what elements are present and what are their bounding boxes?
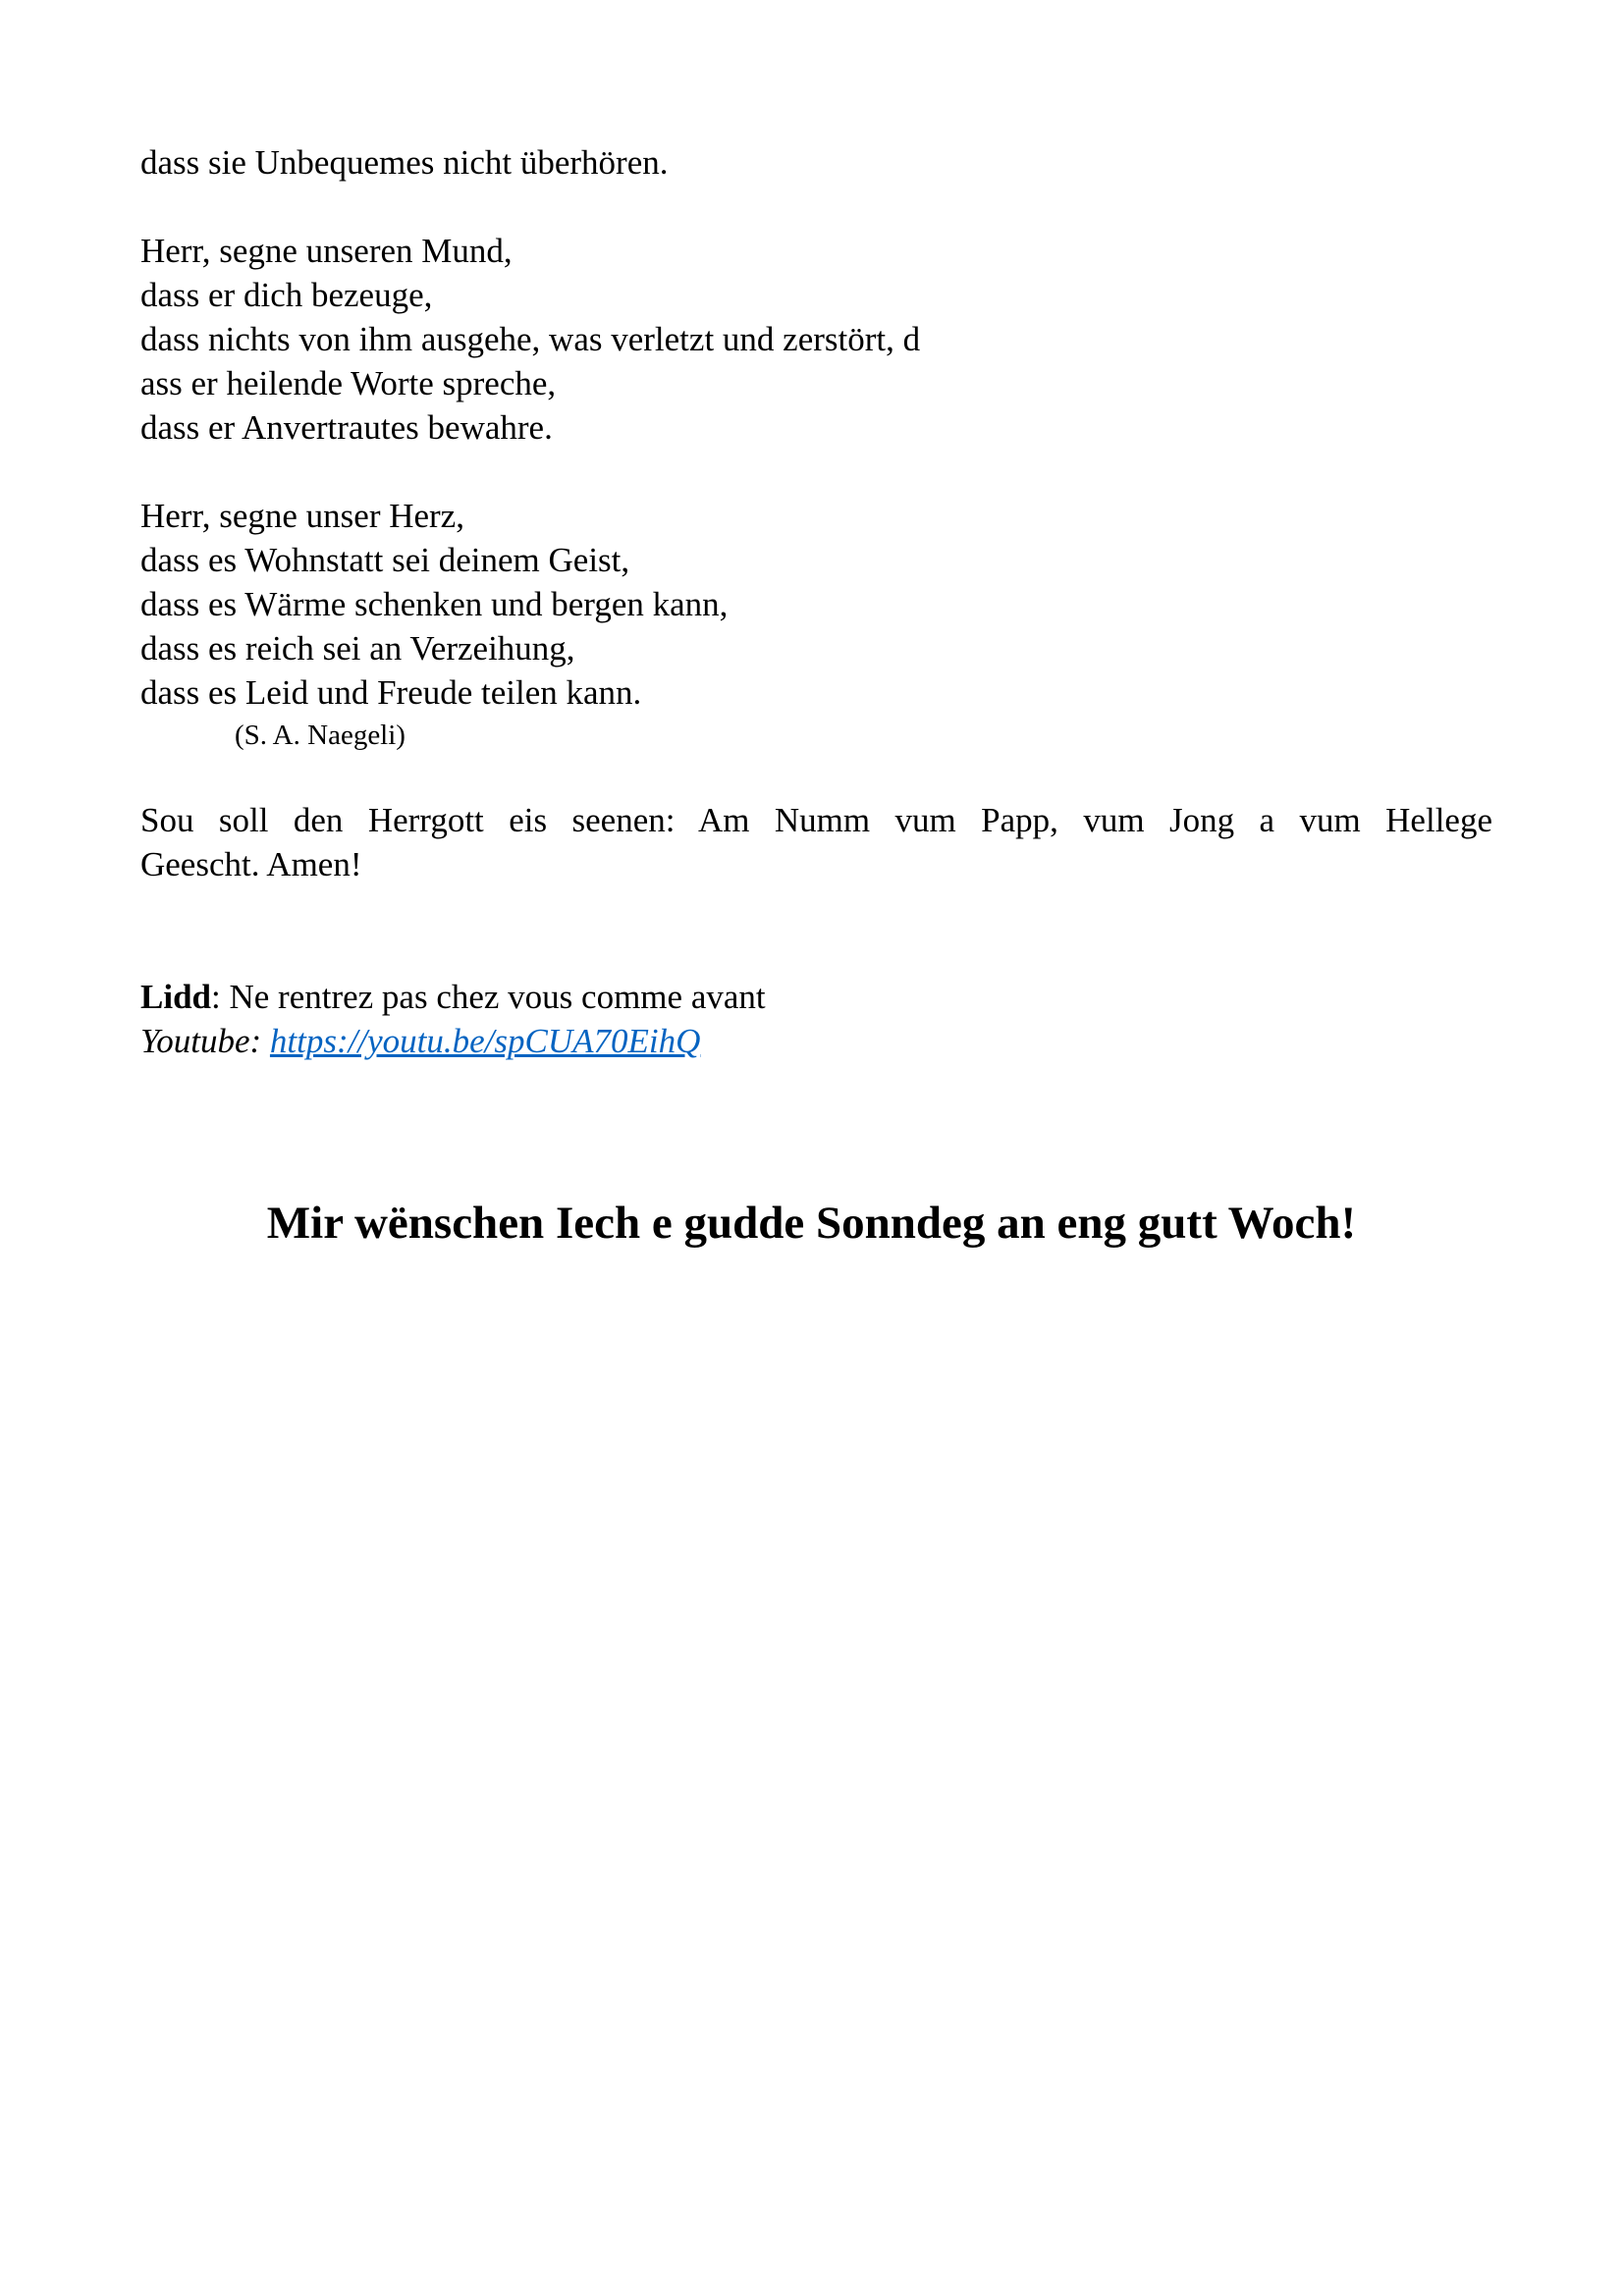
poem-author: (S. A. Naegeli) [235, 720, 406, 751]
stanza-3-line-1: Herr, segne unser Herz, [140, 497, 464, 535]
stanza-2-line-4: ass er heilende Worte spreche, [140, 364, 557, 402]
stanza-3-line-2: dass es Wohnstatt sei deinem Geist, [140, 541, 630, 579]
youtube-link[interactable]: https://youtu.be/spCUA70EihQ [269, 1022, 701, 1060]
stanza-2-line-2: dass er dich bezeuge, [140, 276, 433, 314]
stanza-3-line-3: dass es Wärme schenken und bergen kann, [140, 585, 729, 623]
stanza-1-line-1: dass sie Unbequemes nicht überhören. [140, 143, 669, 182]
stanza-3-line-5: dass es Leid und Freude teilen kann. [140, 673, 642, 712]
stanza-2-line-3: dass nichts von ihm ausgehe, was verletzt und zerstört, d [140, 320, 921, 358]
blessing-line-2: Geescht. Amen! [140, 845, 362, 883]
youtube-line [140, 1019, 700, 1063]
song-label: Lidd [140, 978, 211, 1016]
stanza-3-line-4: dass es reich sei an Verzeihung, [140, 629, 575, 667]
farewell-message: Mir wënschen Iech e gudde Sonndeg an eng gutt Woch! [266, 1198, 1357, 1249]
blessing-line-1: Sou soll den Herrgott eis seenen: Am Numm vum Papp, vum Jong a vum Hellege [140, 801, 1492, 839]
youtube-label: Youtube: [140, 1022, 270, 1060]
stanza-2-line-5: dass er Anvertrautes bewahre. [140, 408, 553, 447]
song-line [140, 975, 766, 1019]
stanza-2-line-1: Herr, segne unseren Mund, [140, 232, 513, 270]
song-title: : Ne rentrez pas chez vous comme avant [211, 978, 766, 1016]
